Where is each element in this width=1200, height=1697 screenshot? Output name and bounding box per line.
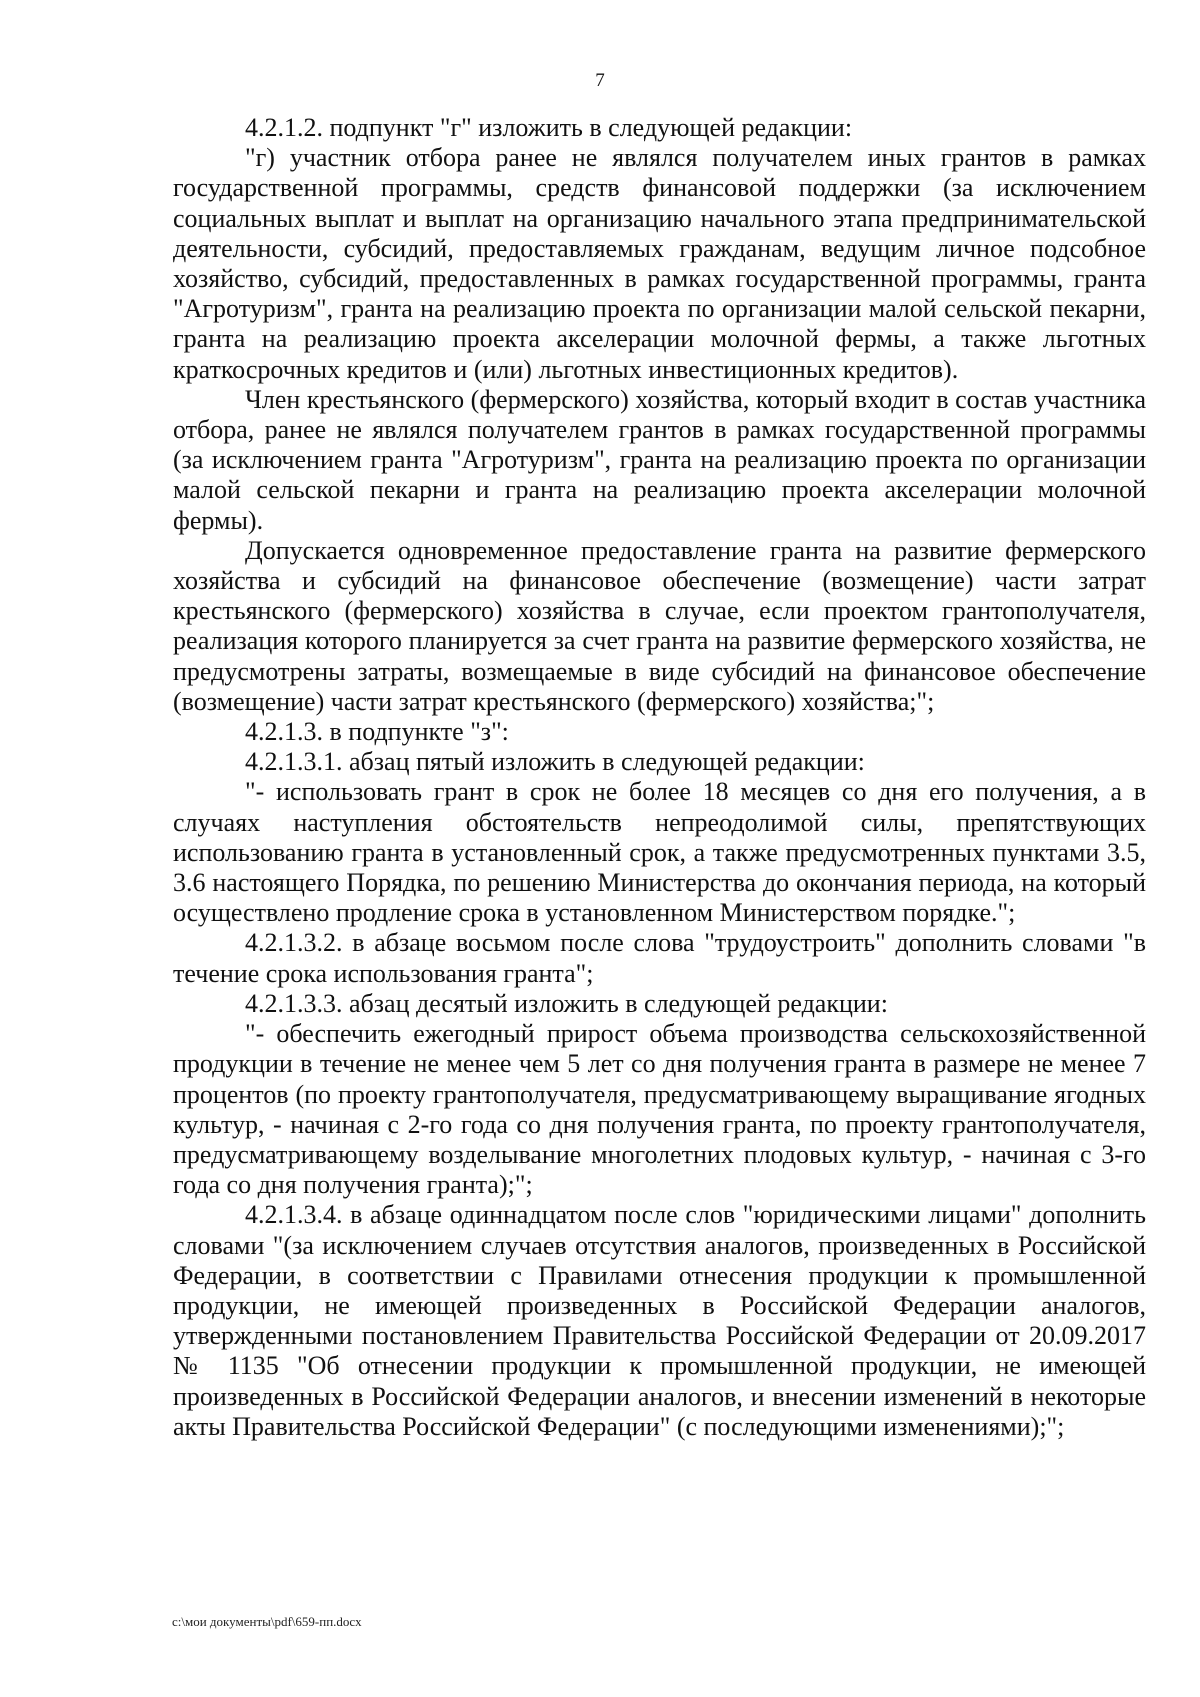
paragraph-4-2-1-3-1: 4.2.1.3.1. абзац пятый изложить в следующей редакции: — [245, 747, 865, 777]
paragraph-4-2-1-2: 4.2.1.2. подпункт "г" изложить в следующей редакции: — [245, 113, 853, 142]
paragraph-farm-member: Член крестьянского (фермерского) хозяйства, который входит в состав участника отбора, ранее не являлся получателем грантов в рамках государственной программы (за исключением гранта "Агротуризм", гранта на реализацию проекта по организации малой сельской пекарни и гранта на реализацию проекта акселерации молочной фермы). — [173, 384, 1146, 535]
paragraph-grant-use-term: "- использовать грант в срок не более 18 месяцев со дня его получения, а в случаях наступления обстоятельств непреодолимой силы, препятствующих использованию гранта в установленный срок, а также предусмотренных пунктами 3.5, 3.6 настоящего Порядка, по решению Министерства до окончания периода, на который осуществлено продление срока в установленном Министерством порядке."; — [173, 777, 1146, 928]
paragraph-production-growth: "- обеспечить ежегодный прирост объема производства сельскохозяйственной продукции в течение не менее чем 5 лет со дня получения гранта в размере не менее 7 процентов (по проекту грантополучателя, предусматривающему выращивание ягодных культур, - начиная с 2-го года со дня получения гранта, по проекту грантополучателя, предусматривающему возделывание многолетних плодовых культур, - начиная с 3-го года со дня получения гранта);"; — [173, 1019, 1146, 1200]
paragraph-4-2-1-3-2: 4.2.1.3.2. в абзаце восьмом после слова "трудоустроить" дополнить словами "в течение срока использования гранта"; — [173, 928, 1146, 988]
paragraph-4-2-1-3-3: 4.2.1.3.3. абзац десятый изложить в следующей редакции: — [245, 988, 888, 1018]
document-body — [173, 113, 1146, 1442]
paragraph-simultaneous-grant: Допускается одновременное предоставление гранта на развитие фермерского хозяйства и субсидий на финансовое обеспечение (возмещение) части затрат крестьянского (фермерского) хозяйства в случае, если проектом грантополучателя, реализация которого планируется за счет гранта на развитие фермерского хозяйства, не предусмотрены затраты, возмещаемые в виде субсидий на финансовое обеспечение (возмещение) части затрат крестьянского (фермерского) хозяйства;"; — [173, 535, 1146, 716]
paragraph-subitem-g: "г) участник отбора ранее не являлся получателем иных грантов в рамках государственной программы, средств финансовой поддержки (за исключением социальных выплат и выплат на организацию начального этапа предпринимательской деятельности, субсидий, предоставляемых гражданам, ведущим личное подсобное хозяйство, субсидий, предоставленных в рамках государственной программы, гранта "Агротуризм", гранта на реализацию проекта по организации малой сельской пекарни, гранта на реализацию проекта акселерации молочной фермы, а также льготных краткосрочных кредитов и (или) льготных инвестиционных кредитов). — [173, 143, 1146, 384]
footer-file-path: c:\мои документы\pdf\659-пп.docx — [172, 1614, 362, 1629]
paragraph-4-2-1-3-4: 4.2.1.3.4. в абзаце одиннадцатом после слов "юридическими лицами" дополнить словами "(за исключением случаев отсутствия аналогов, произведенных в Российской Федерации, в соответствии с Правилами отнесения продукции к промышленной продукции, не имеющей произведенных в Российской Федерации аналогов, утвержденными постановлением Правительства Российской Федерации от 20.09.2017 № 1135 "Об отнесении продукции к промышленной продукции, не имеющей произведенных в Российской Федерации аналогов, и внесении изменений в некоторые акты Правительства Российской Федерации" (с последующими изменениями);"; — [173, 1200, 1146, 1441]
paragraph-4-2-1-3: 4.2.1.3. в подпункте "з": — [245, 717, 509, 747]
page-number: 7 — [595, 70, 605, 91]
